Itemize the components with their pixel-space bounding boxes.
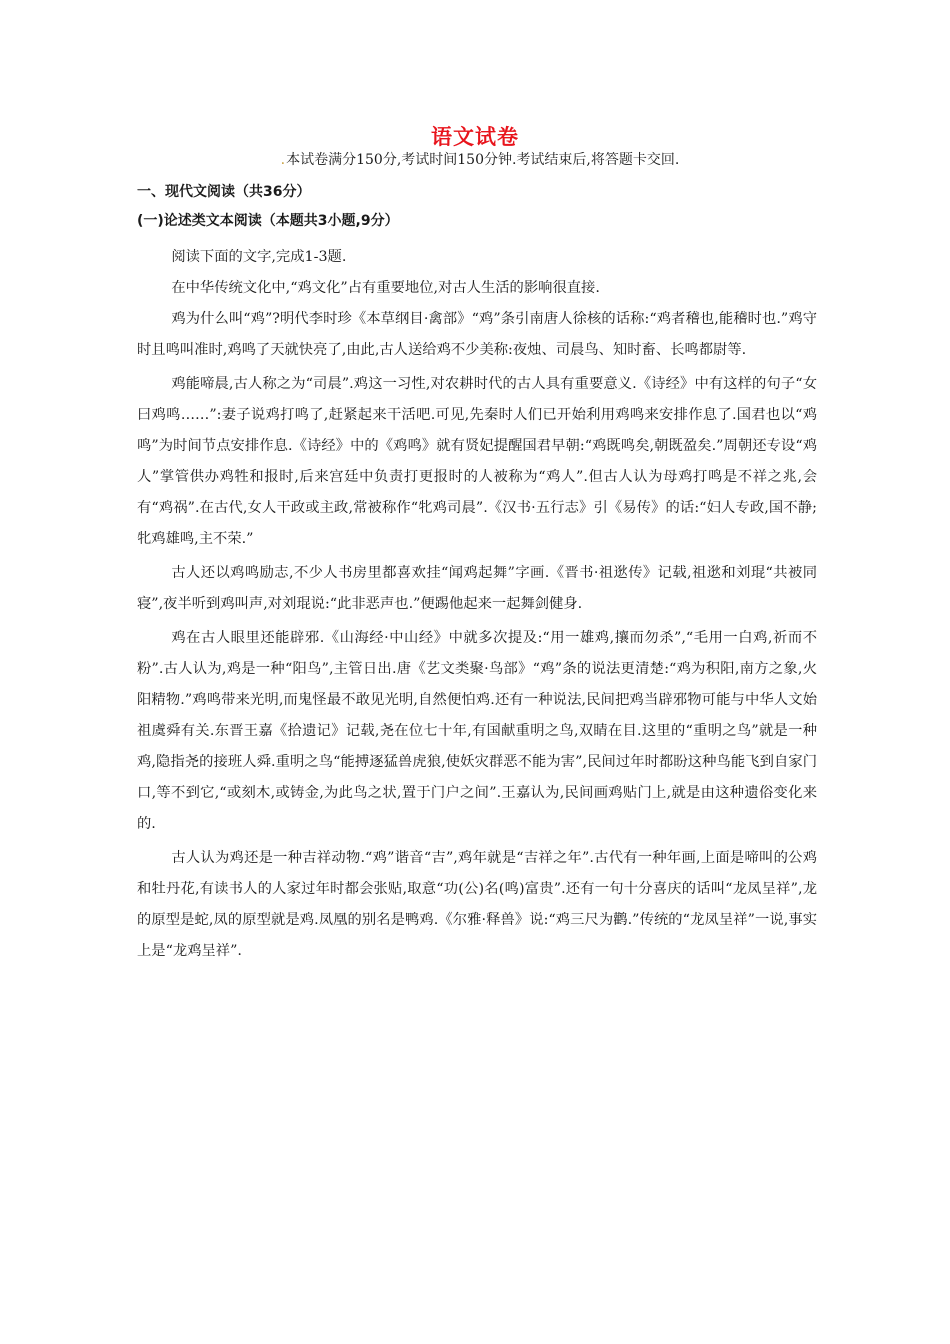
page-title: 语文试卷 xyxy=(431,125,519,149)
subsection-heading: (一)论述类文本阅读（本题共3小题,9分） xyxy=(137,213,399,229)
paragraph: 鸡在古人眼里还能辟邪.《山海经·中山经》中就多次提及:“用一雄鸡,攘而勿杀”,“毛用一白鸡,祈而不粉”.古人认为,鸡是一种“阳鸟”,主管日出.唐《艺文类聚·鸟部》“鸡”条的说法更清楚:“鸡为积阳,南方之象,火阳精物.”鸡鸣带来光明,而鬼怪最不敢见光明,自然便怕鸡.还有一种说法,民间把鸡当辟邪物可能与中华人文始祖虞舜有关.东晋王嘉《拾遗记》记载,尧在位七十年,有国献重明之鸟,双睛在目.这里的“重明之鸟”就是一种鸡,隐指尧的接班人舜.重明之鸟“能搏逐猛兽虎狼,使妖灾群恶不能为害”,民间过年时都盼这种鸟能飞到自家门口,等不到它,“或刻木,或铸金,为此鸟之状,置于门户之间”.王嘉认为,民间画鸡贴门上,就是由这种遗俗变化来的. xyxy=(137,630,817,832)
section-heading: 一、现代文阅读（共36分） xyxy=(137,184,311,200)
exam-instructions-text: 本试卷满分150分,考试时间150分钟.考试结束后,将答题卡交回. xyxy=(286,152,680,168)
paragraph: 古人认为鸡还是一种吉祥动物.“鸡”谐音“吉”,鸡年就是“吉祥之年”.古代有一种年画,上面是啼叫的公鸡和牡丹花,有读书人的人家过年时都会张贴,取意“功(公)名(鸣)富贵”.还有一句十分喜庆的话叫“龙凤呈祥”,龙的原型是蛇,凤的原型就是鸡.凤凰的别名是鸭鸡.《尔雅·释兽》说:“鸡三尺为鹳.”传统的“龙凤呈祥”一说,事实上是“龙鸡呈祥”. xyxy=(137,850,817,959)
paragraph: 鸡能啼晨,古人称之为“司晨”.鸡这一习性,对农耕时代的古人具有重要意义.《诗经》中有这样的句子“女曰鸡鸣……”:妻子说鸡打鸣了,赶紧起来干活吧.可见,先秦时人们已开始利用鸡鸣来安排作息了.国君也以“鸡鸣”为时间节点安排作息.《诗经》中的《鸡鸣》就有贤妃提醒国君早朝:“鸡既鸣矣,朝既盈矣.”周朝还专设“鸡人”掌管供办鸡牲和报时,后来宫廷中负责打更报时的人被称为“鸡人”.但古人认为母鸡打鸣是不祥之兆,会有“鸡祸”.在古代,女人干政或主政,常被称作“牝鸡司晨”.《汉书·五行志》引《易传》的话:“妇人专政,国不静;牝鸡雄鸣,主不荣.” xyxy=(137,376,817,547)
exam-instructions xyxy=(0,150,950,170)
paragraph: 在中华传统文化中,“鸡文化”占有重要地位,对古人生活的影响很直接. xyxy=(171,280,600,296)
reading-passage xyxy=(137,242,817,967)
marker-dot: . xyxy=(280,152,286,168)
paragraph: 古人还以鸡鸣励志,不少人书房里都喜欢挂“闻鸡起舞”字画.《晋书·祖逖传》记载,祖逖和刘琨“共被同寝”,夜半听到鸡叫声,对刘琨说:“此非恶声也.”便踢他起来一起舞剑健身. xyxy=(137,565,817,612)
paragraph: 鸡为什么叫“鸡”?明代李时珍《本草纲目·禽部》“鸡”条引南唐人徐核的话称:“鸡者稽也,能稽时也.”鸡守时且鸣叫准时,鸡鸣了天就快亮了,由此,古人送给鸡不少美称:夜烛、司晨鸟、知时畜、长鸣都尉等. xyxy=(137,311,817,358)
paragraph-instruction: 阅读下面的文字,完成1-3题. xyxy=(171,249,347,265)
